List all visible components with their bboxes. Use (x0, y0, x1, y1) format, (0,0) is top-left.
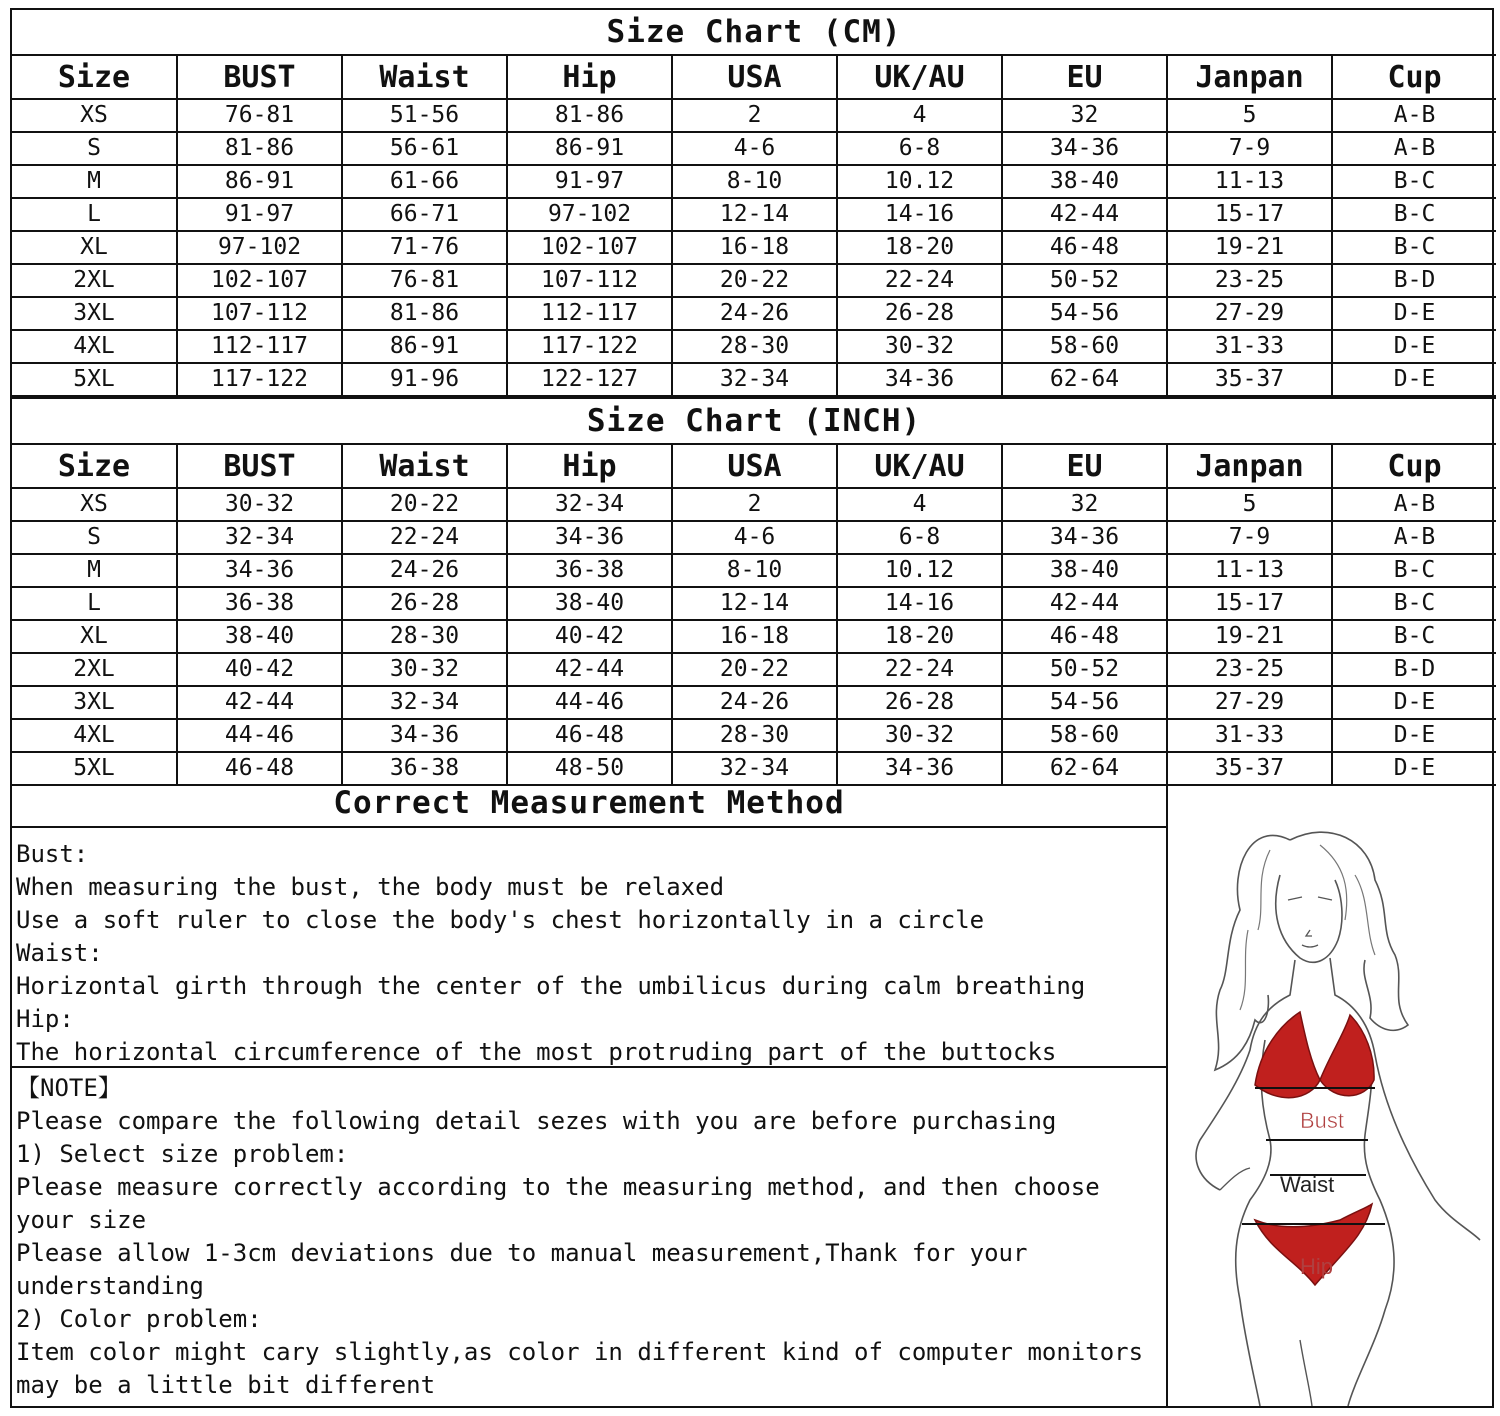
cm-cell: 58-60 (1002, 330, 1167, 363)
cm-cell: M (12, 165, 177, 198)
cm-column-header: Janpan (1167, 55, 1332, 99)
cm-cell: 86-91 (507, 132, 672, 165)
cm-cell: D-E (1332, 330, 1496, 363)
cm-cell: B-D (1332, 264, 1496, 297)
inch-cell: 4-6 (672, 521, 837, 554)
inch-column-header: Hip (507, 444, 672, 488)
inch-cell: 5XL (12, 752, 177, 785)
leg-divider (1300, 1340, 1312, 1406)
cm-cell: 5 (1167, 99, 1332, 132)
cm-cell: 86-91 (177, 165, 342, 198)
cm-cell: 19-21 (1167, 231, 1332, 264)
cm-cell: 12-14 (672, 198, 837, 231)
cm-cell: 56-61 (342, 132, 507, 165)
inch-cell: D-E (1332, 686, 1496, 719)
inch-cell: 3XL (12, 686, 177, 719)
inch-column-header: Janpan (1167, 444, 1332, 488)
cm-cell: 91-97 (507, 165, 672, 198)
inch-cell: 5 (1167, 488, 1332, 521)
face-features (1288, 897, 1332, 947)
cm-cell: 26-28 (837, 297, 1002, 330)
cm-cell: B-C (1332, 165, 1496, 198)
cm-column-header: Waist (342, 55, 507, 99)
inch-cell: 23-25 (1167, 653, 1332, 686)
inch-cell: 36-38 (507, 554, 672, 587)
note-line: 1) Select size problem: (16, 1140, 349, 1168)
hair-outline (1215, 832, 1408, 1070)
cm-cell: 11-13 (1167, 165, 1332, 198)
hip-label: Hip (1300, 1254, 1334, 1279)
table-row (12, 521, 1496, 554)
cm-cell: A-B (1332, 99, 1496, 132)
inch-header-row (12, 444, 1496, 488)
inch-cell: 22-24 (342, 521, 507, 554)
inch-cell: 32-34 (342, 686, 507, 719)
cm-column-header: Cup (1332, 55, 1496, 99)
cm-cell: 27-29 (1167, 297, 1332, 330)
inch-cell: 11-13 (1167, 554, 1332, 587)
cm-column-header: Hip (507, 55, 672, 99)
cm-cell: XS (12, 99, 177, 132)
bust-label: Bust (1300, 1108, 1345, 1133)
inch-column-header: UK/AU (837, 444, 1002, 488)
inch-cell: B-C (1332, 587, 1496, 620)
size-chart-cm-table (12, 10, 1496, 397)
inch-cell: 7-9 (1167, 521, 1332, 554)
cm-cell: 34-36 (1002, 132, 1167, 165)
inch-cell: B-C (1332, 554, 1496, 587)
inch-column-header: Cup (1332, 444, 1496, 488)
cm-table-title: Size Chart (CM) (12, 10, 1496, 55)
cm-cell: 86-91 (342, 330, 507, 363)
inch-column-header: EU (1002, 444, 1167, 488)
inch-cell: 22-24 (837, 653, 1002, 686)
inch-cell: 58-60 (1002, 719, 1167, 752)
measurement-text-panel (12, 780, 1168, 1406)
note-line: Please allow 1-3cm deviations due to manual measurement,Thank for your (16, 1239, 1028, 1267)
table-row (12, 363, 1496, 396)
instruction-line: Horizontal girth through the center of the umbilicus during calm breathing (16, 972, 1086, 1000)
measurement-instructions (12, 828, 1166, 1068)
cm-cell: S (12, 132, 177, 165)
cm-cell: 32 (1002, 99, 1167, 132)
inch-cell: 6-8 (837, 521, 1002, 554)
body-measurement-figure (1170, 780, 1492, 1406)
cm-cell: 10.12 (837, 165, 1002, 198)
waist-label: Waist (1280, 1172, 1335, 1197)
table-row (12, 554, 1496, 587)
cm-cell: 18-20 (837, 231, 1002, 264)
cm-cell: 117-122 (177, 363, 342, 396)
instruction-line: Use a soft ruler to close the body's chest horizontally in a circle (16, 906, 985, 934)
cm-cell: 62-64 (1002, 363, 1167, 396)
cm-cell: 4 (837, 99, 1002, 132)
instruction-line: When measuring the bust, the body must be relaxed (16, 873, 725, 901)
instruction-line: Bust: (16, 840, 89, 868)
note-line: 2) Color problem: (16, 1305, 262, 1333)
note-line: 【NOTE】 (16, 1074, 122, 1102)
cm-cell: XL (12, 231, 177, 264)
inch-cell: 40-42 (507, 620, 672, 653)
cm-cell: 42-44 (1002, 198, 1167, 231)
size-chart-sheet (10, 8, 1494, 1408)
inch-cell: 42-44 (177, 686, 342, 719)
inch-cell: 46-48 (507, 719, 672, 752)
cm-cell: B-C (1332, 198, 1496, 231)
inch-cell: 32-34 (672, 752, 837, 785)
inch-cell: 26-28 (837, 686, 1002, 719)
cm-cell: 30-32 (837, 330, 1002, 363)
inch-cell: 36-38 (342, 752, 507, 785)
inch-cell: 16-18 (672, 620, 837, 653)
cm-cell: 2 (672, 99, 837, 132)
cm-cell: A-B (1332, 132, 1496, 165)
cm-cell: 23-25 (1167, 264, 1332, 297)
table-row (12, 165, 1496, 198)
cm-cell: 14-16 (837, 198, 1002, 231)
inch-cell: 2 (672, 488, 837, 521)
cm-cell: 24-26 (672, 297, 837, 330)
inch-cell: 26-28 (342, 587, 507, 620)
cm-cell: 76-81 (342, 264, 507, 297)
face-outline (1276, 875, 1342, 962)
inch-cell: 24-26 (342, 554, 507, 587)
inch-cell: L (12, 587, 177, 620)
cm-cell: 16-18 (672, 231, 837, 264)
inch-cell: XL (12, 620, 177, 653)
cm-cell: 91-97 (177, 198, 342, 231)
inch-cell: 38-40 (177, 620, 342, 653)
inch-cell: 34-36 (342, 719, 507, 752)
cm-cell: 32-34 (672, 363, 837, 396)
instruction-line: Waist: (16, 939, 103, 967)
inch-cell: 14-16 (837, 587, 1002, 620)
inch-cell: 27-29 (1167, 686, 1332, 719)
inch-cell: B-D (1332, 653, 1496, 686)
cm-cell: 61-66 (342, 165, 507, 198)
table-row (12, 330, 1496, 363)
cm-cell: 54-56 (1002, 297, 1167, 330)
cm-cell: 102-107 (177, 264, 342, 297)
inch-cell: 54-56 (1002, 686, 1167, 719)
cm-cell: 38-40 (1002, 165, 1167, 198)
cm-cell: 22-24 (837, 264, 1002, 297)
measurement-method-title: Correct Measurement Method (12, 780, 1166, 828)
cm-cell: 66-71 (342, 198, 507, 231)
note-line: Please measure correctly according to the measuring method, and then choose (16, 1173, 1100, 1201)
cm-cell: D-E (1332, 363, 1496, 396)
table-row (12, 620, 1496, 653)
inch-cell: 15-17 (1167, 587, 1332, 620)
inch-cell: 28-30 (342, 620, 507, 653)
table-row (12, 653, 1496, 686)
cm-cell: 50-52 (1002, 264, 1167, 297)
inch-cell: 30-32 (342, 653, 507, 686)
table-row (12, 264, 1496, 297)
hair-strands (1240, 845, 1375, 1010)
cm-cell: 71-76 (342, 231, 507, 264)
inch-cell: 8-10 (672, 554, 837, 587)
cm-cell: 51-56 (342, 99, 507, 132)
inch-column-header: USA (672, 444, 837, 488)
cm-cell: 102-107 (507, 231, 672, 264)
table-row (12, 686, 1496, 719)
cm-cell: 15-17 (1167, 198, 1332, 231)
cm-cell: 97-102 (507, 198, 672, 231)
note-section (12, 1068, 1166, 1402)
instruction-line: Hip: (16, 1005, 74, 1033)
inch-cell: M (12, 554, 177, 587)
body-illustration (1170, 780, 1492, 1406)
inch-cell: 12-14 (672, 587, 837, 620)
inch-cell: A-B (1332, 488, 1496, 521)
inch-cell: 4XL (12, 719, 177, 752)
table-row (12, 231, 1496, 264)
cm-cell: 117-122 (507, 330, 672, 363)
cm-cell: 107-112 (177, 297, 342, 330)
inch-cell: 40-42 (177, 653, 342, 686)
inch-cell: 34-36 (507, 521, 672, 554)
cm-cell: 20-22 (672, 264, 837, 297)
cm-cell: 76-81 (177, 99, 342, 132)
note-line: Item color might cary slightly,as color in different kind of computer monitors (16, 1338, 1144, 1366)
inch-cell: S (12, 521, 177, 554)
cm-cell: 4-6 (672, 132, 837, 165)
cm-cell: 7-9 (1167, 132, 1332, 165)
cm-cell: 4XL (12, 330, 177, 363)
cm-cell: D-E (1332, 297, 1496, 330)
cm-cell: 8-10 (672, 165, 837, 198)
inch-cell: 4 (837, 488, 1002, 521)
cm-cell: 5XL (12, 363, 177, 396)
inch-cell: 35-37 (1167, 752, 1332, 785)
left-hand (1220, 1168, 1250, 1190)
table-row (12, 99, 1496, 132)
inch-column-header: Size (12, 444, 177, 488)
cm-cell: 112-117 (507, 297, 672, 330)
table-row (12, 297, 1496, 330)
cm-cell: 112-117 (177, 330, 342, 363)
cm-cell: 81-86 (342, 297, 507, 330)
inch-cell: 48-50 (507, 752, 672, 785)
inch-cell: 32 (1002, 488, 1167, 521)
note-line: your size (16, 1206, 147, 1234)
inch-cell: 30-32 (837, 719, 1002, 752)
cm-cell: L (12, 198, 177, 231)
cm-cell: 107-112 (507, 264, 672, 297)
inch-cell: 46-48 (1002, 620, 1167, 653)
cm-cell: 28-30 (672, 330, 837, 363)
cm-cell: 122-127 (507, 363, 672, 396)
cm-header-row (12, 55, 1496, 99)
inch-cell: A-B (1332, 521, 1496, 554)
inch-cell: 2XL (12, 653, 177, 686)
inch-cell: 30-32 (177, 488, 342, 521)
cm-cell: 34-36 (837, 363, 1002, 396)
inch-cell: 50-52 (1002, 653, 1167, 686)
inch-cell: 36-38 (177, 587, 342, 620)
cm-cell: 2XL (12, 264, 177, 297)
size-chart-inch-table (12, 397, 1496, 786)
inch-cell: 28-30 (672, 719, 837, 752)
note-line: Please compare the following detail sezes with you are before purchasing (16, 1107, 1057, 1135)
inch-cell: 34-36 (177, 554, 342, 587)
table-row (12, 198, 1496, 231)
inch-cell: 42-44 (1002, 587, 1167, 620)
inch-cell: D-E (1332, 752, 1496, 785)
inch-cell: XS (12, 488, 177, 521)
inch-cell: 19-21 (1167, 620, 1332, 653)
cm-cell: 81-86 (507, 99, 672, 132)
inch-cell: 34-36 (837, 752, 1002, 785)
cm-column-header: USA (672, 55, 837, 99)
inch-cell: 10.12 (837, 554, 1002, 587)
inch-cell: 34-36 (1002, 521, 1167, 554)
cm-cell: 35-37 (1167, 363, 1332, 396)
instruction-line: The horizontal circumference of the most protruding part of the buttocks (16, 1038, 1057, 1066)
table-row (12, 132, 1496, 165)
inch-cell: 46-48 (177, 752, 342, 785)
table-row (12, 488, 1496, 521)
inch-cell: 62-64 (1002, 752, 1167, 785)
measurement-section (12, 780, 1492, 1406)
inch-cell: 32-34 (507, 488, 672, 521)
bikini-top (1255, 1012, 1374, 1098)
cm-cell: 81-86 (177, 132, 342, 165)
cm-cell: 31-33 (1167, 330, 1332, 363)
inch-cell: 38-40 (1002, 554, 1167, 587)
inch-cell: 20-22 (342, 488, 507, 521)
inch-cell: 44-46 (507, 686, 672, 719)
inch-cell: 42-44 (507, 653, 672, 686)
inch-cell: 20-22 (672, 653, 837, 686)
cm-cell: 91-96 (342, 363, 507, 396)
inch-table-title: Size Chart (INCH) (12, 398, 1496, 444)
inch-cell: 31-33 (1167, 719, 1332, 752)
note-line: understanding (16, 1272, 204, 1300)
inch-cell: D-E (1332, 719, 1496, 752)
cm-cell: 97-102 (177, 231, 342, 264)
right-arm-outline (1330, 958, 1480, 1240)
cm-cell: 3XL (12, 297, 177, 330)
inch-cell: 18-20 (837, 620, 1002, 653)
inch-cell: 24-26 (672, 686, 837, 719)
cm-column-header: EU (1002, 55, 1167, 99)
cm-cell: 6-8 (837, 132, 1002, 165)
table-row (12, 587, 1496, 620)
cm-column-header: Size (12, 55, 177, 99)
cm-column-header: UK/AU (837, 55, 1002, 99)
cm-column-header: BUST (177, 55, 342, 99)
inch-cell: 32-34 (177, 521, 342, 554)
note-line: may be a little bit different (16, 1371, 436, 1399)
cm-cell: 46-48 (1002, 231, 1167, 264)
inch-cell: 44-46 (177, 719, 342, 752)
inch-column-header: Waist (342, 444, 507, 488)
inch-column-header: BUST (177, 444, 342, 488)
inch-cell: 38-40 (507, 587, 672, 620)
cm-cell: B-C (1332, 231, 1496, 264)
inch-cell: B-C (1332, 620, 1496, 653)
table-row (12, 719, 1496, 752)
